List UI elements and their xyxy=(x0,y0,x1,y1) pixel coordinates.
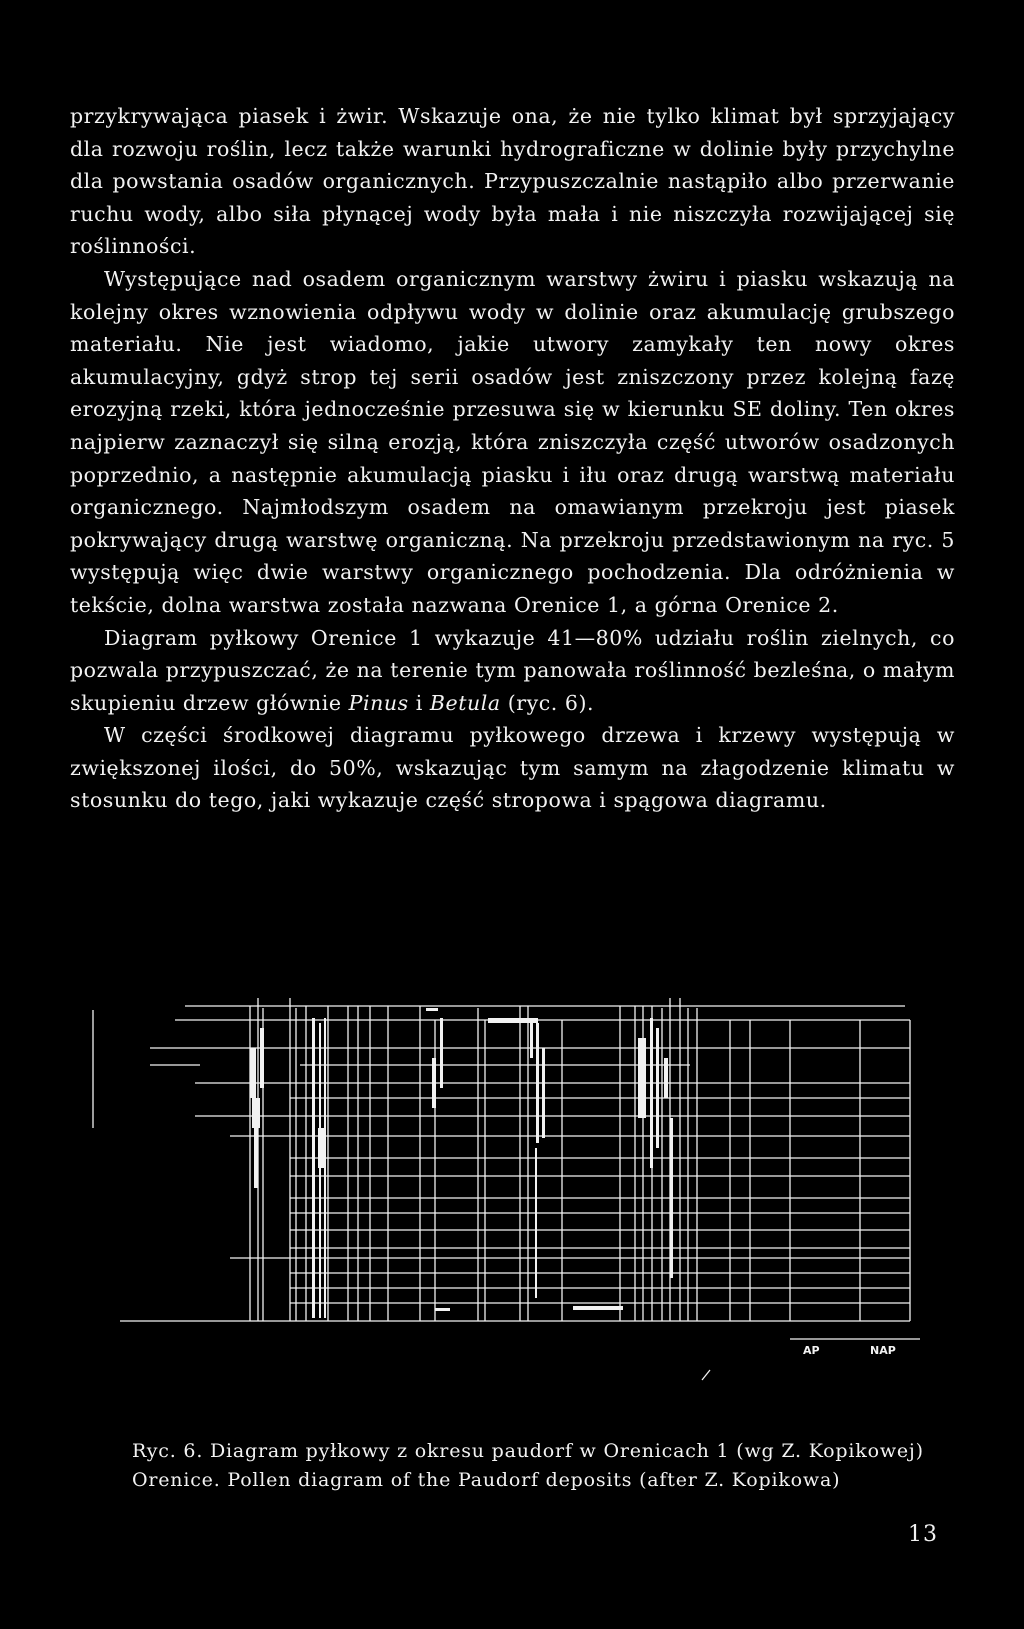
paragraph-2: Występujące nad osadem organicznym warstwy żwiru i piasku wskazują na kolejny okres wznowienia odpływu wody w dolinie oraz akumulację grubszego materiału. Nie jest wiadomo, jakie utwory zamykały ten nowy okres akumulacyjny, gdyż strop tej serii osadów jest zniszczony przez kolejną fazę erozyjną rzeki, która jednocześnie przesuwa się w kierunku SE doliny. Ten okres najpierw zaznaczył się silną erozją, która zniszczyła część utworów osadzonych poprzednio, a następnie akumulacją piasku i iłu oraz drugą warstwą materiału organicznego. Najmłodszym osadem na omawianym przekroju jest piasek pokrywający drugą warstwę organiczną. Na przekroju przedstawionym na ryc. 5 występują więc dwie warstwy organicznego pochodzenia. Dla odróżnienia w tekście, dolna warstwa została nazwana Orenice 1, a górna Orenice 2. xyxy=(70,266,955,617)
taxon-betula: Betula xyxy=(429,690,501,715)
paragraph-3 xyxy=(70,622,955,720)
caption-polish: Ryc. 6. Diagram pyłkowy z okresu paudorf w Orenicach 1 (wg Z. Kopikowej) xyxy=(132,1440,924,1462)
page-number: 13 xyxy=(908,1522,938,1547)
pollen-curves xyxy=(250,1008,673,1318)
diagram-frame xyxy=(93,998,920,1380)
paragraph-3-part-c: (ryc. 6). xyxy=(500,690,595,715)
taxon-pinus: Pinus xyxy=(348,690,409,715)
label-nap: NAP xyxy=(870,1344,896,1357)
paragraph-4-part-b: , wskazując tym samym na złagodzenie klimatu w stosunku do tego, jaki wykazuje część stropowa i spągowa diagramu. xyxy=(70,755,955,813)
caption-english: Orenice. Pollen diagram of the Paudorf deposits (after Z. Kopikowa) xyxy=(132,1469,841,1491)
paragraph-3-part-a: Diagram pyłkowy Orenice 1 wykazuje 41—80% xyxy=(104,625,643,650)
figure-caption xyxy=(132,1437,957,1495)
body-text xyxy=(70,100,955,817)
pollen-diagram xyxy=(90,998,960,1418)
paragraph-3-part-b: udziału roślin zielnych, co pozwala przypuszczać, że na terenie tym panowała roślinność bezleśna, o małym skupieniu drzew głównie xyxy=(70,625,955,715)
paragraph-4-part-a: W części środkowej diagramu pyłkowego drzewa i krzewy występują w zwiększonej ilości, do 50% xyxy=(70,723,955,780)
paragraph-1: przykrywająca piasek i żwir. Wskazuje ona, że nie tylko klimat był sprzyjający dla rozwoju roślin, lecz także warunki hydrograficzne w dolinie były przychylne dla powstania osadów organicznych. Przypuszczalnie nastąpiło albo przerwanie ruchu wody, albo siła płynącej wody była mała i nie niszczyła rozwijającej się roślinności. xyxy=(70,104,955,259)
label-ap: AP xyxy=(803,1344,820,1357)
paragraph-4 xyxy=(70,719,955,817)
paragraph-3-conj: i xyxy=(408,690,430,715)
